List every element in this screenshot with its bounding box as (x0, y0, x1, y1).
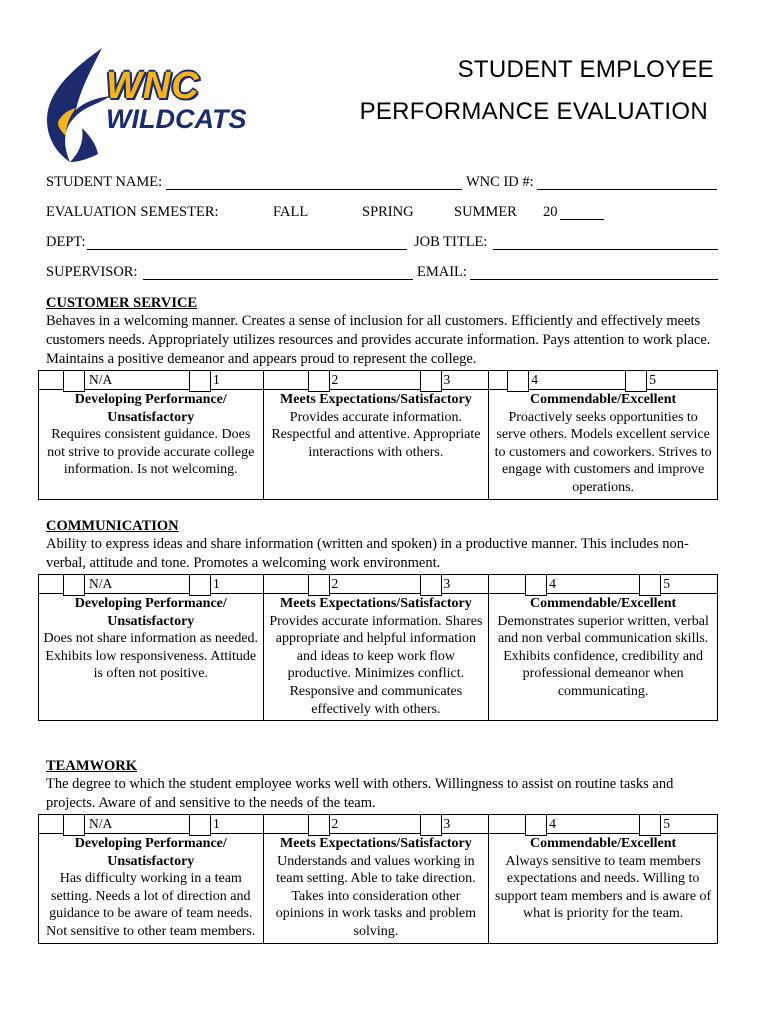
checkbox-icon[interactable] (639, 814, 661, 836)
commendable-heading: Commendable/Excellent (530, 836, 677, 851)
meets-text: Understands and values working in team setting. Able to take direction. Takes into consideration other opinions in work tasks and problem solving. (275, 853, 477, 939)
checkbox-icon[interactable] (507, 370, 529, 392)
rating-na-label: N/A (89, 372, 113, 387)
semester-label: EVALUATION SEMESTER: (46, 204, 219, 220)
rating-2-label: 2 (331, 576, 339, 591)
meets-cell (263, 594, 489, 721)
student-name-field[interactable] (166, 175, 462, 190)
year-field[interactable] (560, 205, 604, 220)
section-title: COMMUNICATION (46, 518, 179, 534)
page-title-line1: STUDENT EMPLOYEE (457, 56, 714, 83)
section-title: CUSTOMER SERVICE (46, 295, 198, 311)
rating-1-label: 1 (213, 372, 220, 387)
commendable-text: Proactively seeks opportunities to serve others. Models excellent service to customers and coworkers. Strives to engage with customers and improve operations. (494, 409, 712, 495)
checkbox-icon[interactable] (308, 370, 330, 392)
wnc-id-field[interactable] (537, 175, 717, 190)
developing-heading: Developing Performance/ Unsatisfactory (74, 392, 227, 425)
rating-5-label: 5 (663, 816, 671, 831)
commendable-cell (489, 390, 718, 500)
year-prefix: 20 (543, 204, 558, 220)
developing-heading: Developing Performance/ Unsatisfactory (74, 836, 227, 869)
checkbox-icon[interactable] (308, 814, 330, 836)
developing-text: Has difficulty working in a team setting. Needs a lot of direction and guidance to be aware of team needs. Not sensitive to other team members. (46, 871, 256, 939)
rating-table-customer-service (38, 370, 718, 500)
commendable-heading: Commendable/Excellent (530, 596, 677, 611)
job-title-label: JOB TITLE: (414, 234, 488, 250)
meets-cell (263, 834, 489, 944)
rating-na-label: N/A (89, 576, 113, 591)
student-name-label: STUDENT NAME: (46, 174, 163, 190)
section-communication (46, 517, 726, 573)
section-title: TEAMWORK (46, 758, 138, 774)
section-description: The degree to which the student employee works well with others. Willingness to assist on routine tasks and projects. Aware of and sensitive to the needs of the team. (46, 776, 674, 811)
rating-3-label: 3 (443, 816, 451, 831)
developing-cell (39, 390, 264, 500)
section-customer-service (46, 294, 726, 369)
meets-heading: Meets Expectations/Satisfactory (280, 836, 472, 851)
developing-heading: Developing Performance/ Unsatisfactory (74, 596, 227, 629)
checkbox-icon[interactable] (625, 370, 647, 392)
commendable-cell (489, 594, 718, 721)
rating-2-label: 2 (331, 816, 339, 831)
checkbox-icon[interactable] (308, 574, 330, 596)
rating-na-label: N/A (89, 816, 113, 831)
email-field[interactable] (470, 265, 718, 280)
developing-text: Does not share information as needed. Exhibits low responsiveness. Attitude is often not positive. (43, 631, 259, 682)
semester-summer-option[interactable]: SUMMER (454, 204, 517, 220)
section-description: Behaves in a welcoming manner. Creates a sense of inclusion for all customers. Efficiently and effectively meets customers needs. Appropriately utilizes resources and provides accurate information. Pays attention to work place. Maintains a positive demeanor and appears proud to represent the college. (46, 313, 711, 367)
rating-2-label: 2 (331, 372, 339, 387)
checkbox-icon[interactable] (63, 370, 85, 392)
rating-5-label: 5 (649, 372, 657, 387)
meets-cell (263, 390, 489, 500)
meets-heading: Meets Expectations/Satisfactory (280, 596, 472, 611)
job-title-field[interactable] (493, 235, 718, 250)
section-description: Ability to express ideas and share information (written and spoken) in a productive manner. This includes non-verbal, attitude and tone. Promotes a welcoming work environment. (46, 536, 689, 571)
dept-field[interactable] (87, 235, 407, 250)
student-info-fields (46, 174, 726, 294)
supervisor-label: SUPERVISOR: (46, 264, 138, 280)
developing-cell (39, 834, 264, 944)
developing-text: Requires consistent guidance. Does not strive to provide accurate college information. Is not welcoming. (47, 427, 255, 478)
rating-4-label: 4 (549, 816, 557, 831)
checkbox-icon[interactable] (525, 574, 547, 596)
commendable-heading: Commendable/Excellent (530, 392, 677, 407)
page-title-line2: PERFORMANCE EVALUATION (359, 98, 708, 125)
section-teamwork (46, 757, 726, 813)
logo-wildcats-text: WILDCATS (106, 104, 247, 134)
rating-4-label: 4 (549, 576, 557, 591)
email-label: EMAIL: (417, 264, 467, 280)
supervisor-field[interactable] (143, 265, 413, 280)
semester-spring-option[interactable]: SPRING (362, 204, 414, 220)
wnc-wildcats-logo (40, 44, 247, 166)
checkbox-icon[interactable] (189, 370, 211, 392)
meets-heading: Meets Expectations/Satisfactory (280, 392, 472, 407)
checkbox-icon[interactable] (420, 370, 442, 392)
commendable-text: Always sensitive to team members expectations and needs. Willing to support team members and is aware of what is priority for the team. (495, 853, 712, 922)
rating-5-label: 5 (663, 576, 671, 591)
developing-cell (39, 594, 264, 721)
rating-4-label: 4 (531, 372, 539, 387)
checkbox-icon[interactable] (525, 814, 547, 836)
dept-label: DEPT: (46, 234, 86, 250)
commendable-text: Demonstrates superior written, verbal and non verbal communication skills. Exhibits confidence, credibility and professional demeanor when communicating. (497, 613, 709, 699)
checkbox-icon[interactable] (420, 814, 442, 836)
semester-fall-option[interactable]: FALL (273, 204, 309, 220)
wnc-id-label: WNC ID #: (466, 174, 534, 190)
checkbox-icon[interactable] (420, 574, 442, 596)
checkbox-icon[interactable] (63, 814, 85, 836)
rating-3-label: 3 (443, 372, 451, 387)
rating-3-label: 3 (443, 576, 451, 591)
commendable-cell (489, 834, 718, 944)
checkbox-icon[interactable] (63, 574, 85, 596)
logo-wnc-text: WNC (106, 65, 200, 107)
rating-table-teamwork (38, 814, 718, 944)
meets-text: Provides accurate information. Respectful and attentive. Appropriate interactions with others. (271, 409, 481, 460)
meets-text: Provides accurate information. Shares appropriate and helpful information and ideas to keep work flow productive. Minimizes conflict. Responsive and communicates effectively with others. (269, 613, 483, 717)
checkbox-icon[interactable] (189, 574, 211, 596)
rating-1-label: 1 (213, 576, 220, 591)
rating-table-communication (38, 574, 718, 721)
rating-1-label: 1 (213, 816, 220, 831)
checkbox-icon[interactable] (639, 574, 661, 596)
checkbox-icon[interactable] (189, 814, 211, 836)
